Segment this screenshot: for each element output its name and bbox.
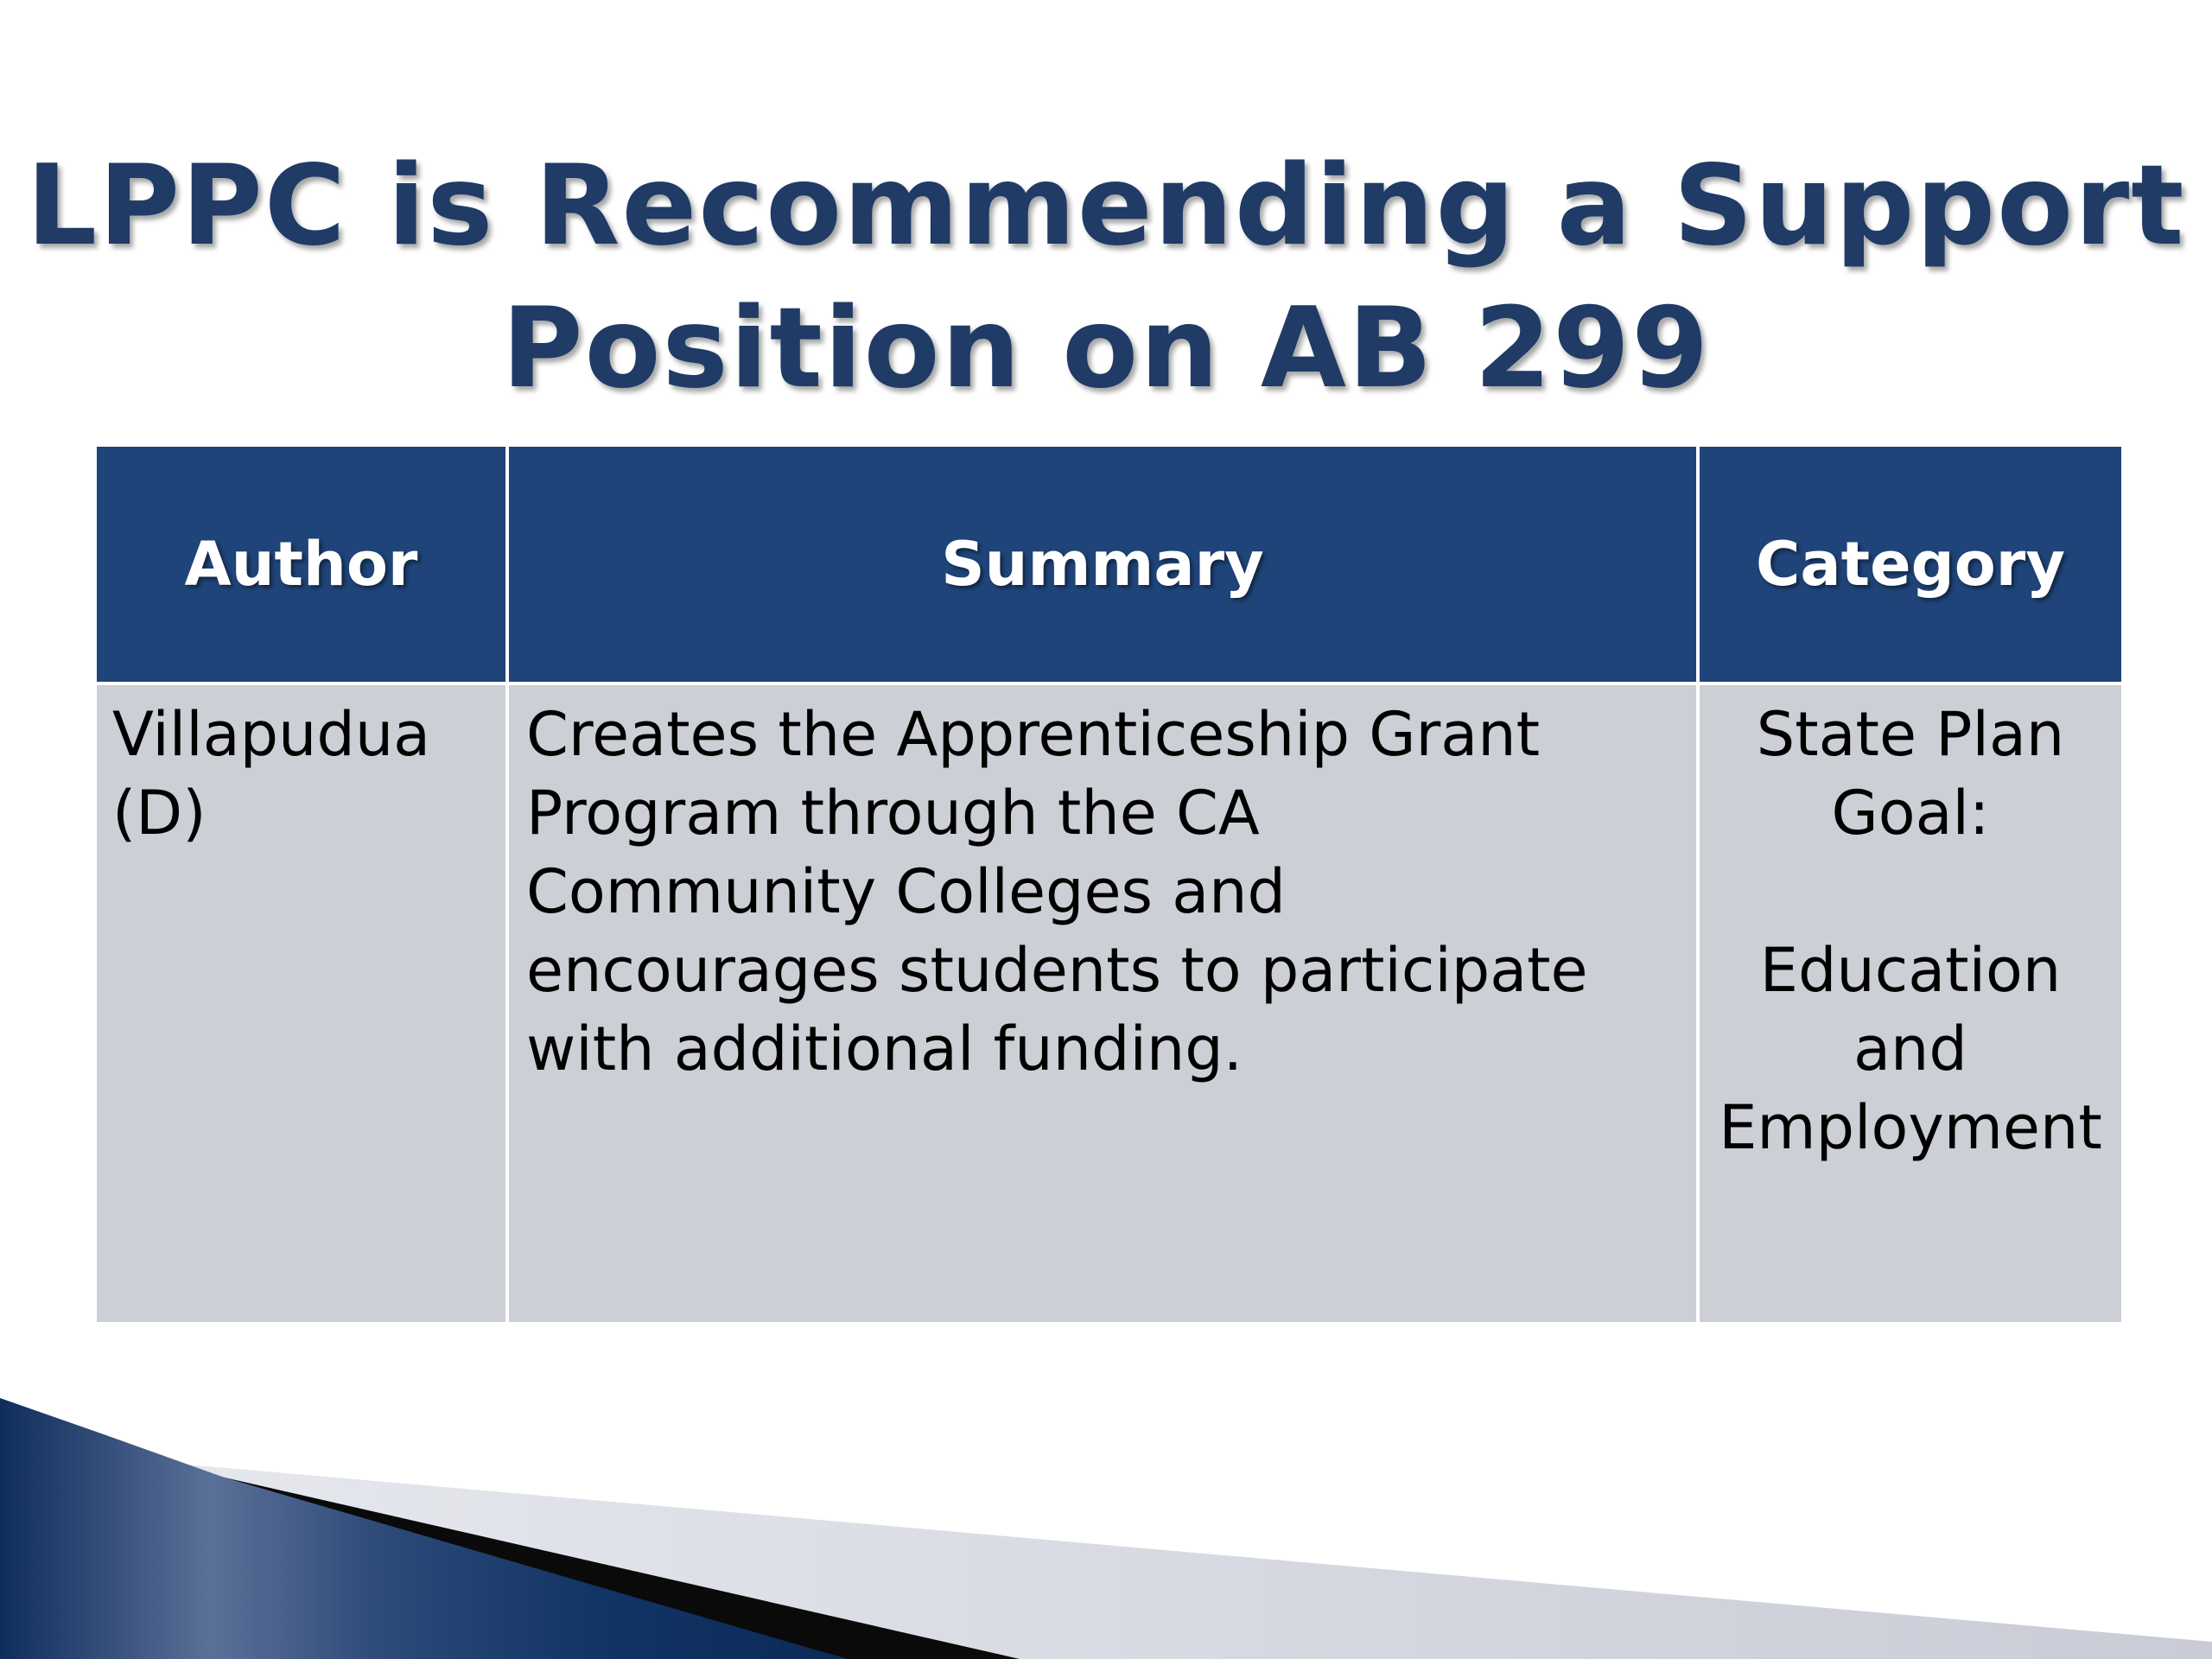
slide-title-line-2: Position on AB 299: [501, 283, 1711, 413]
table-header-row: [95, 445, 2123, 683]
header-summary: Summary: [507, 445, 1698, 683]
category-line: State Plan: [1756, 699, 2065, 770]
summary-cell: [507, 683, 1698, 1324]
category-line: and: [1853, 1014, 1967, 1084]
author-line: Villapudua: [112, 699, 431, 770]
author-line: (D): [112, 778, 207, 849]
summary-line: Program through the CA: [526, 778, 1260, 849]
slide-title: [0, 135, 2212, 420]
author-cell: [95, 683, 507, 1324]
swoosh-decoration: [0, 1382, 2212, 1659]
category-line: Education: [1759, 935, 2062, 1006]
summary-line: with additional funding.: [526, 1014, 1243, 1084]
category-spacer: [1700, 853, 2121, 931]
header-category: Category: [1698, 445, 2123, 683]
bill-table: [93, 443, 2125, 1325]
table-row: [95, 683, 2123, 1324]
category-line: Goal:: [1831, 778, 1990, 849]
slide-title-line-1: LPPC is Recommending a Support: [26, 141, 2186, 270]
category-line: Employment: [1719, 1092, 2102, 1163]
category-cell: [1698, 683, 2123, 1324]
summary-line: Community Colleges and: [526, 856, 1286, 927]
summary-line: encourages students to participate: [526, 935, 1588, 1006]
summary-line: Creates the Apprenticeship Grant: [526, 699, 1541, 770]
header-author: Author: [95, 445, 507, 683]
